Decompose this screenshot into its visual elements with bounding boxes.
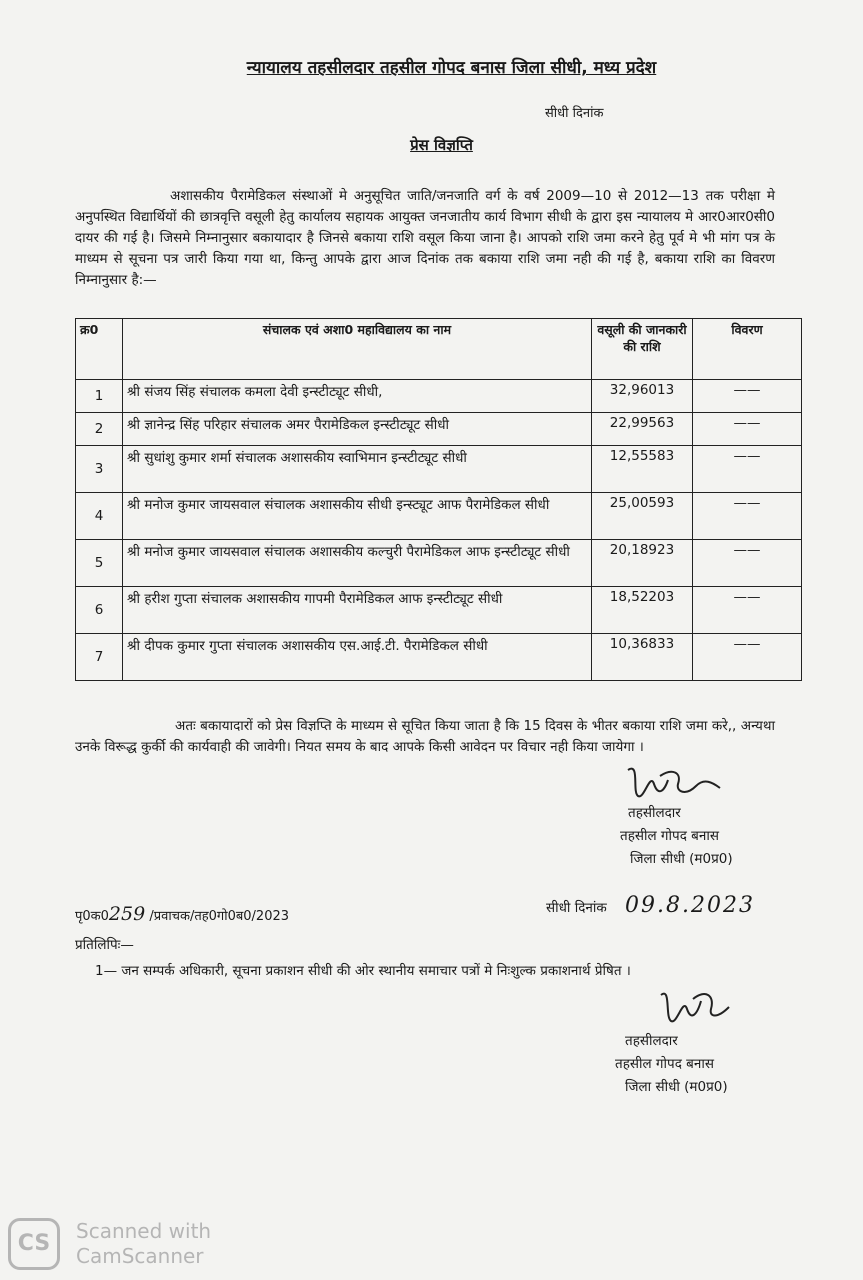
dispatch-date-label: सीधी दिनांक [546,900,607,916]
header-amount: वसूली की जानकारी की राशि [592,319,693,380]
header-name: संचालक एवं अशा0 महाविद्यालय का नाम [123,319,592,380]
watermark-line-2: CamScanner [76,1244,204,1268]
row-name: श्री ज्ञानेन्द्र सिंह परिहार संचालक अमर पैरामेडिकल इन्स्टीट्यूट सीधी [123,413,592,446]
row-name: श्री मनोज कुमार जायसवाल संचालक अशासकीय सीधी इन्स्ट्यूट आफ पैरामेडिकल सीधी [123,493,592,540]
row-amount: 12,55583 [592,446,693,493]
row-amount: 18,52203 [592,587,693,634]
row-description: —— [693,413,802,446]
row-amount: 10,36833 [592,634,693,681]
signatory-district: जिला सीधी (म0प्र0) [630,851,733,867]
dispatch-suffix: /प्रवाचक/तह0गो0ब0/2023 [149,909,290,924]
table-row [76,413,802,446]
row-description: —— [693,493,802,540]
notice-paragraph: अतः बकायादारों को प्रेस विज्ञप्ति के माध्यम से सूचित किया जाता है कि 15 दिवस के भीतर बकाया राशि जमा करे,, अन्यथा उनके विरूद्ध कुर्की की कार्यवाही की जावेगी। नियत समय के बाद आपके किसी आवेदन पर विचार नही किया जायेगा । [75,718,775,755]
row-amount: 25,00593 [592,493,693,540]
signatory-designation: तहसीलदार [625,1033,678,1049]
table-row [76,380,802,413]
court-title: न्यायालय तहसीलदार तहसील गोपद बनास जिला सीधी, मध्य प्रदेश [246,58,657,78]
table-header-row [76,319,802,380]
intro-paragraph: अशासकीय पैरामेडिकल संस्थाओं मे अनुसूचित जाति/जनजाति वर्ग के वर्ष 2009—10 से 2012—13 तक परीक्षा मे अनुपस्थित विद्यार्थियों की छात्रवृत्ति वसूली हेतु कार्यालय सहायक आयुक्त जनजातीय कार्य विभाग सीधी के द्वारा इस न्यायालय मे आर0आर0सी0 दायर की गई है। जिसमे निम्नानुसार बकायादार है जिनसे बकाया राशि वसूल किया जाना है। आपको राशि जमा करने हेतु पूर्व मे भी मांग पत्र के माध्यम से सूचना पत्र जारी किया गया था, किन्तु आपके द्वारा आज दिनांक तक बकाया राशि जमा नही की गई है, बकाया राशि का विवरण निम्नानुसार है:— [75,188,775,288]
row-description: —— [693,634,802,681]
row-amount: 32,96013 [592,380,693,413]
row-amount: 20,18923 [592,540,693,587]
dispatch-date [546,893,755,918]
camscanner-logo-icon: CS [8,1218,60,1270]
copy-label: प्रतिलिपिः— [75,937,134,953]
row-name: श्री हरीश गुप्ता संचालक अशासकीय गापमी पैरामेडिकल आफ इन्स्टीट्यूट सीधी [123,587,592,634]
press-release-title: प्रेस विज्ञप्ति [410,136,473,154]
dispatch-number: 259 [108,903,146,925]
table-row [76,493,802,540]
signature-image [655,985,735,1030]
header-serial: क्र0 [76,319,123,380]
camscanner-watermark [76,1219,211,1269]
row-name: श्री सुधांशु कुमार शर्मा संचालक अशासकीय स्वाभिमान इन्स्टीट्यूट सीधी [123,446,592,493]
signatory-tehsil: तहसील गोपद बनास [615,1056,714,1072]
dispatch-reference [75,903,289,925]
watermark-line-1: Scanned with [76,1219,212,1243]
copy-item-1: 1— जन सम्पर्क अधिकारी, सूचना प्रकाशन सीधी की ओर स्थानीय समाचार पत्रों मे निःशुल्क प्रकाशनार्थ प्रेषित । [95,963,631,979]
row-serial: 5 [76,540,123,587]
table-row [76,446,802,493]
row-serial: 7 [76,634,123,681]
dispatch-prefix: पृ0क0 [75,909,109,924]
row-serial: 2 [76,413,123,446]
signatory-tehsil: तहसील गोपद बनास [620,828,719,844]
row-description: —— [693,380,802,413]
dues-table-wrapper [75,318,802,681]
row-description: —— [693,540,802,587]
table-row [76,587,802,634]
row-serial: 1 [76,380,123,413]
row-amount: 22,99563 [592,413,693,446]
row-name: श्री संजय सिंह संचालक कमला देवी इन्स्टीट्यूट सीधी, [123,380,592,413]
dues-table [75,318,802,681]
dispatch-date-value: 09.8.2023 [625,893,756,918]
signature-block-1 [620,802,733,871]
row-description: —— [693,587,802,634]
signature-image [620,762,730,807]
signatory-district: जिला सीधी (म0प्र0) [625,1079,728,1095]
row-serial: 4 [76,493,123,540]
row-description: —— [693,446,802,493]
row-name: श्री मनोज कुमार जायसवाल संचालक अशासकीय कल्चुरी पैरामेडिकल आफ इन्स्टीट्यूट सीधी [123,540,592,587]
header-description: विवरण [693,319,802,380]
row-serial: 3 [76,446,123,493]
date-label-top: सीधी दिनांक [545,106,604,121]
row-name: श्री दीपक कुमार गुप्ता संचालक अशासकीय एस.आई.टी. पैरामेडिकल सीधी [123,634,592,681]
table-row [76,540,802,587]
signatory-designation: तहसीलदार [628,805,681,821]
table-row [76,634,802,681]
signature-block-2 [615,1030,728,1099]
row-serial: 6 [76,587,123,634]
